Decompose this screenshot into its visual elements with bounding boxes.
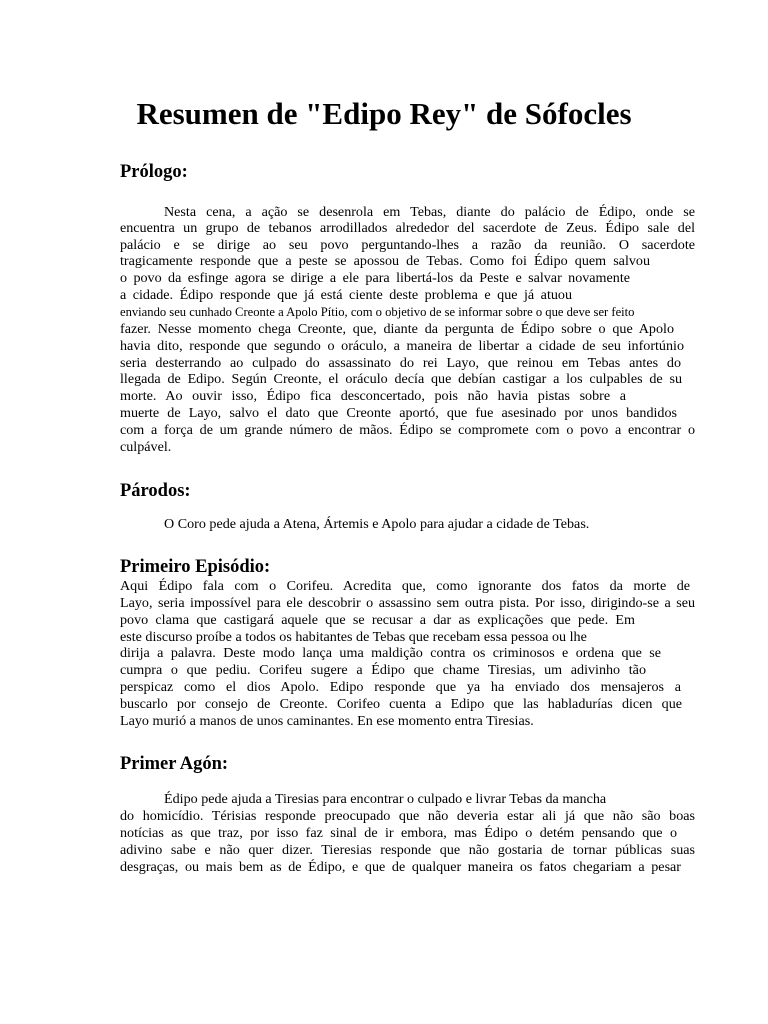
- paragraph-line: este discurso proíbe a todos os habitantes de Tebas que recebam essa pessoa ou lhe: [120, 629, 587, 645]
- paragraph-line: morte. Ao ouvir isso, Édipo fica desconcertado, pois não havia pistas sobre a: [120, 388, 626, 404]
- paragraph-line: perspicaz como el dios Apolo. Edipo responde que ya ha enviado dos mensajeros a: [120, 679, 681, 695]
- paragraph-line: Layo, seria impossível para ele descobrir o assassino sem outra pista. Por isso, dirigindo-se a seu: [120, 595, 695, 611]
- paragraph-line: a cidade. Édipo responde que já está ciente deste problema e que já atuou: [120, 287, 572, 303]
- paragraph-line: palácio e se dirige ao seu povo perguntando-lhes a razão da reunião. O sacerdote: [120, 237, 695, 253]
- document-title: Resumen de "Edipo Rey" de Sófocles: [136, 96, 632, 131]
- paragraph-line: tragicamente responde que a peste se apossou de Tebas. Como foi Édipo quem salvou: [120, 253, 650, 269]
- paragraph-line: enviando seu cunhado Creonte a Apolo Pítio, com o objetivo de se informar sobre o que deve ser feito: [120, 305, 635, 319]
- paragraph-line: povo clama que castigará aquele que se recusar a dar as explicações que pede. Em: [120, 612, 635, 628]
- section-heading-parodos: Párodos:: [120, 481, 191, 501]
- paragraph-line: notícias as que traz, por isso faz sinal de ir embora, mas Édipo o detém pensando que o: [120, 825, 677, 841]
- paragraph-line: havia dito, responde que segundo o oráculo, a maneira de libertar a cidade de seu infortúnio: [120, 338, 684, 354]
- paragraph-line: adivino sabe e não quer dizer. Tieresias responde que não gostaria de tornar públicas suas: [120, 842, 695, 858]
- paragraph-line: fazer. Nesse momento chega Creonte, que, diante da pergunta de Édipo sobre o que Apolo: [120, 321, 674, 337]
- paragraph-line: buscarlo por consejo de Creonte. Corifeo cuenta a Edipo que las habladurías dicen que: [120, 696, 682, 712]
- paragraph-line: cumpra o que pediu. Corifeu sugere a Édipo que chame Tiresias, um adivinho tão: [120, 662, 646, 678]
- paragraph-line: O Coro pede ajuda a Atena, Ártemis e Apolo para ajudar a cidade de Tebas.: [164, 516, 590, 532]
- paragraph-line: Édipo pede ajuda a Tiresias para encontrar o culpado e livrar Tebas da mancha: [164, 791, 607, 807]
- paragraph-line: dirija a palavra. Deste modo lança uma maldição contra os criminosos e ordena que se: [120, 645, 661, 661]
- paragraph-line: o povo da esfinge agora se dirige a ele para libertá-los da Peste e salvar novamente: [120, 270, 630, 286]
- paragraph-line: desgraças, ou mais bem as de Édipo, e que de qualquer maneira os fatos chegariam a pesar: [120, 859, 681, 875]
- paragraph-line: llegada de Edipo. Según Creonte, el oráculo decía que debían castigar a los culpables de su: [120, 371, 682, 387]
- paragraph-line: muerte de Layo, salvo el dato que Creonte aportó, que fue asesinado por unos bandidos: [120, 405, 677, 421]
- paragraph-line: do homicídio. Térisias responde preocupado que não deveria estar ali já que não são boas: [120, 808, 695, 824]
- paragraph-line: Nesta cena, a ação se desenrola em Tebas, diante do palácio de Édipo, onde se: [164, 204, 695, 220]
- paragraph-line: seria desterrando ao culpado do assassinato do rei Layo, que reinou em Tebas antes do: [120, 355, 681, 371]
- paragraph-line: encuentra un grupo de tebanos arrodillados alrededor del sacerdote de Zeus. Édipo sale del: [120, 220, 695, 236]
- paragraph-line: Layo murió a manos de unos caminantes. En ese momento entra Tiresias.: [120, 713, 534, 729]
- section-heading-primeiro-episodio: Primeiro Episódio:: [120, 557, 271, 577]
- paragraph-line: Aqui Édipo fala com o Corifeu. Acredita que, como ignorante dos fatos da morte de: [120, 578, 690, 594]
- paragraph-line: com a força de um grande número de mãos. Édipo se compromete com o povo a encontrar o: [120, 422, 695, 438]
- section-heading-primer-agon: Primer Agón:: [120, 754, 229, 774]
- paragraph-line: culpável.: [120, 439, 172, 455]
- section-heading-prologo: Prólogo:: [120, 162, 188, 182]
